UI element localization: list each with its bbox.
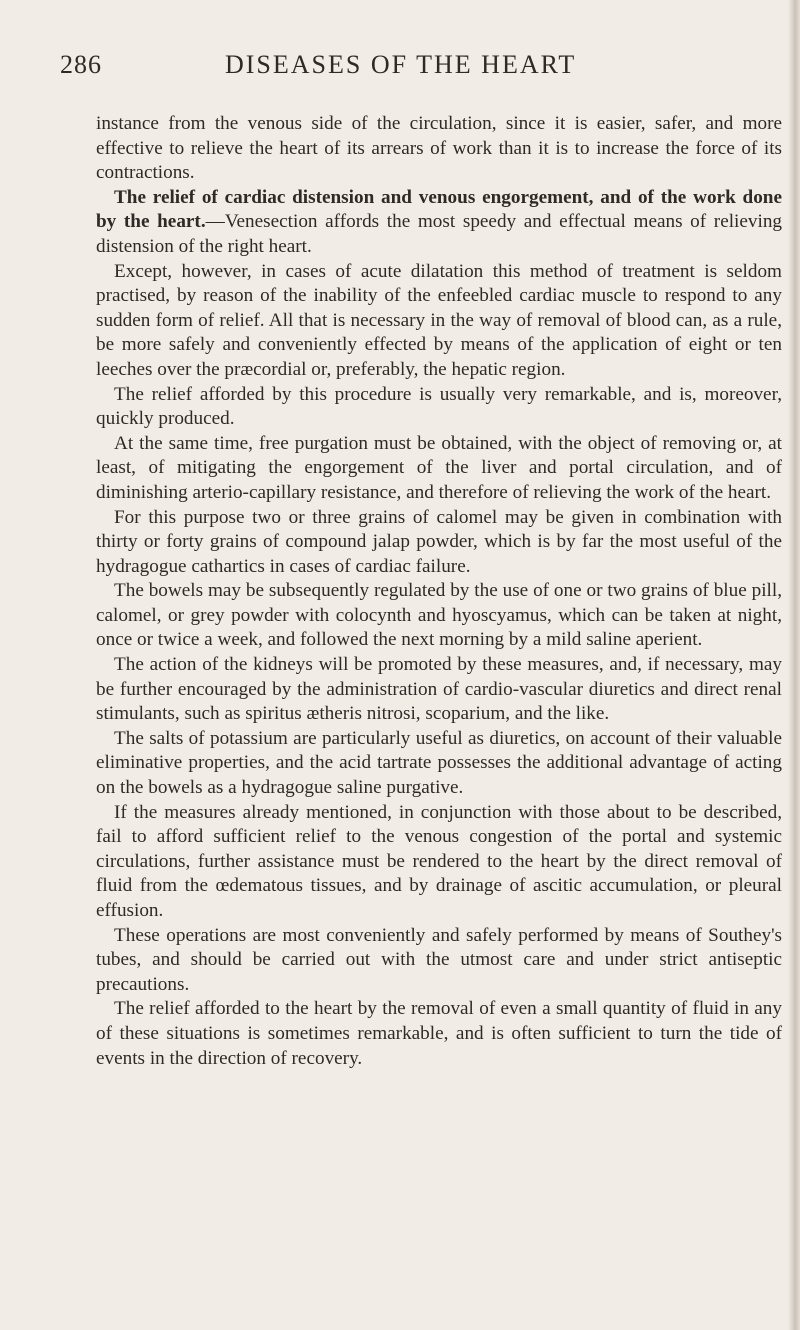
paragraph-11: These operations are most conveniently and safely performed by means of Southey's tubes, and should be carried out with the utmost care and under strict antiseptic precautions. (96, 924, 782, 995)
paragraph-12: The relief afforded to the heart by the removal of even a small quantity of fluid in any of these situations is sometimes remarkable, and is often sufficient to turn the tide of events in the direction of recovery. (96, 998, 782, 1069)
paragraph-1: instance from the venous side of the circulation, since it is easier, safer, and more effective to relieve the heart of its arrears of work than it is to increase the force of its contractions. (96, 113, 782, 184)
paragraph-4: The relief afforded by this procedure is usually very remarkable, and is, moreover, quickly produced. (96, 383, 782, 430)
paragraph-7: The bowels may be subsequently regulated by the use of one or two grains of blue pill, calomel, or grey powder with colocynth and hyoscyamus, which can be taken at night, once or twice a week, and followed the next morning by a mild saline aperient. (96, 580, 782, 651)
body-text (96, 112, 782, 1071)
section-heading: The relief of cardiac distension and venous engorgement, and of the work done by the heart. (96, 186, 782, 233)
page-edge (788, 0, 800, 1330)
paragraph-9: The salts of potassium are particularly useful as diuretics, on account of their valuable eliminative properties, and the acid tartrate possesses the additional advantage of acting on the bowels as a hydragogue saline purgative. (96, 727, 782, 799)
paragraph-8: The action of the kidneys will be promoted by these measures, and, if necessary, may be further encouraged by the administration of cardio-vascular diuretics and direct renal stimulants, such as spiritus ætheris nitrosi, scoparium, and the like. (96, 654, 782, 725)
paragraph-3: Except, however, in cases of acute dilatation this method of treatment is seldom practised, by reason of the inability of the enfeebled cardiac muscle to respond to any sudden form of relief. All that is necessary in the way of removal of blood can, as a rule, be more safely and conveniently effected by means of the application of eight or ten leeches over the præcordial or, preferably, the hepatic region. (96, 260, 782, 380)
paragraph-5: At the same time, free purgation must be obtained, with the object of removing or, at least, of mitigating the engorgement of the liver and portal circulation, and of diminishing arterio-capillary resistance, and therefore of relieving the work of the heart. (96, 432, 782, 503)
paragraph-6: For this purpose two or three grains of calomel may be given in combination with thirty or forty grains of compound jalap powder, which is by far the most useful of the hydragogue cathartics in cases of cardiac failure. (96, 506, 782, 577)
paragraph-2: The relief of cardiac distension and venous engorgement, and of the work done by the heart.—Venesection affords the most speedy and effectual means of relieving distension of the right heart. (96, 186, 783, 257)
paragraph-10: If the measures already mentioned, in conjunction with those about to be described, fail to afford sufficient relief to the venous congestion of the portal and systemic circulations, further assistance must be rendered to the heart by the direct removal of fluid from the œdematous tissues, and by drainage of ascitic accumulation, or pleural effusion. (96, 801, 782, 921)
page-number: 286 (60, 50, 102, 79)
page-header (0, 50, 800, 90)
running-head: DISEASES OF THE HEART (225, 50, 577, 79)
